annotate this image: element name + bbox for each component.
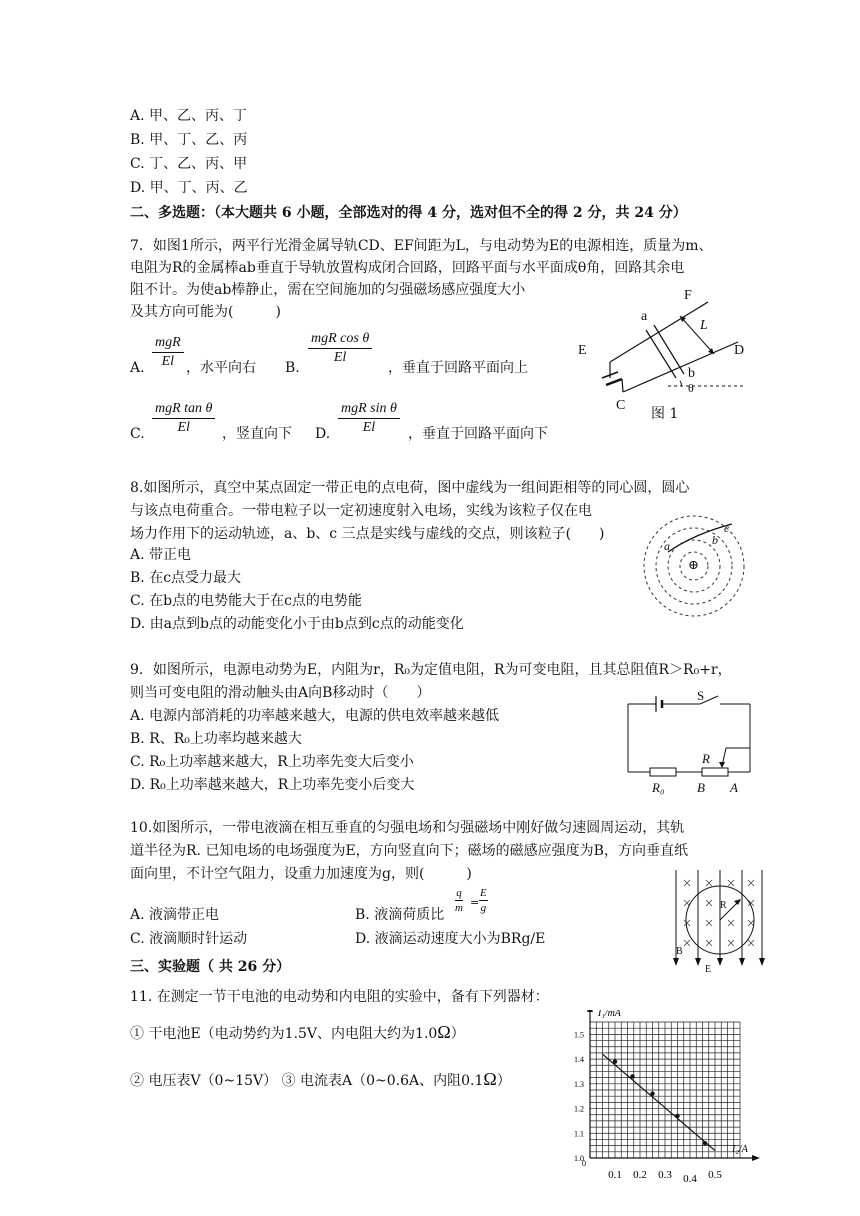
- q10-option-b-equals: =: [470, 896, 480, 909]
- chart-data-point: [613, 1059, 617, 1063]
- q11-item2-unit: Ω: [483, 1069, 497, 1089]
- q10-option-c: C. 液滴顺时针运动: [130, 931, 248, 947]
- q11-chart: [560, 1010, 760, 1210]
- q9-fig-label-r: R: [702, 751, 710, 766]
- q11-item1-text: ① 干电池E（电动势约为1.5V、内电阻大约为1.0: [130, 1026, 438, 1042]
- q9-option-c: C. R₀上功率越来越大，R上功率先变大后变小: [130, 754, 414, 770]
- q7-option-c-label: C.: [130, 426, 145, 442]
- q10-option-b-fraction-right: $\frac{E}{g}$: [480, 887, 487, 914]
- q7-line3: 阻不计。为使ab棒静止，需在空间施加的匀强磁场感应强度大小: [130, 282, 526, 298]
- q10-figure-field: [668, 870, 768, 970]
- q7-fig-label-c: C: [616, 398, 626, 413]
- q9-fig-label-b: B: [697, 780, 705, 795]
- q11-item1-end: ）: [450, 1026, 465, 1042]
- section-2-title: 二、多选题：（本大题共 6 小题，全部选对的得 4 分，选对但不全的得 2 分，共 24 分）: [130, 205, 687, 221]
- chart-x-tick-label: 0.3: [658, 1169, 672, 1181]
- q7-fig-label-e: E: [578, 343, 587, 358]
- chart-x-tick-label: 0.2: [633, 1169, 647, 1181]
- q10-option-a: A. 液滴带正电: [130, 907, 220, 923]
- q8-fig-label-a: a: [664, 539, 670, 553]
- q8-fig-label-b: b: [712, 533, 718, 547]
- q7-fig-label-theta: θ: [688, 381, 694, 395]
- q10-fig-label-r: R: [720, 900, 727, 911]
- q11-item1-unit: Ω: [437, 1022, 451, 1042]
- q8-line3: 场力作用下的运动轨迹，a、b、c 三点是实线与虚线的交点，则该粒子( ): [130, 526, 605, 542]
- q7-option-a-fraction: mgR El: [152, 334, 184, 371]
- q11-item2-text: ② 电压表V（0~15V） ③ 电流表A（0~0.6A、内阻0.1: [130, 1073, 484, 1089]
- q7-line1: 7．如图1所示，两平行光滑金属导轨CD、EF间距为L，与电动势为E的电源相连，质量为m、: [130, 238, 713, 254]
- q8-fig-label-c: c: [724, 521, 730, 535]
- q8-line1: 8.如图所示，真空中某点固定一带正电的点电荷，图中虚线为一组间距相等的同心圆，圆心: [130, 480, 690, 496]
- q7-fig-label-b: b: [688, 366, 695, 381]
- q9-option-b: B. R、R₀上功率均越来越大: [130, 731, 302, 747]
- q7-option-d-fraction: mgR sin θ El: [338, 400, 400, 437]
- q6-option-a: A. 甲、乙、丙、丁: [130, 108, 248, 124]
- q6-option-c: C. 丁、乙、丙、甲: [130, 156, 248, 172]
- chart-y-label: I₁/mA: [598, 1010, 621, 1019]
- q7-fig-label-l: L: [700, 318, 708, 333]
- q7-option-b-text: ，垂直于回路平面向上: [388, 360, 528, 376]
- chart-x-arrow: [752, 1155, 760, 1161]
- chart-data-point: [703, 1141, 707, 1145]
- q9-option-a: A. 电源内部消耗的功率越来越大，电源的供电效率越来越低: [130, 708, 500, 724]
- chart-data-point: [630, 1074, 634, 1078]
- chart-y-tick-label: 1.5: [574, 1030, 584, 1040]
- chart-x-tick-label: 0.1: [608, 1169, 622, 1181]
- q7-fig-label-a: a: [641, 309, 648, 324]
- q7-option-a-text: ，水平向右: [186, 360, 256, 376]
- chart-y-tick-label: 1.1: [574, 1129, 584, 1139]
- chart-y-arrow: [587, 1010, 593, 1012]
- q8-fig-plus: ⊕: [688, 558, 699, 573]
- q9-line2: 则当可变电阻的滑动触头由A向B移动时（ ）: [130, 685, 431, 701]
- q10-line3: 面向里，不计空气阻力，设重力加速度为g，则( ): [130, 866, 472, 882]
- q10-line1: 10.如图所示，一带电液滴在相互垂直的匀强电场和匀强磁场中刚好做匀速圆周运动，其轨: [130, 820, 685, 836]
- chart-x-tick-label: 0.4: [683, 1173, 697, 1185]
- chart-data-point: [650, 1092, 654, 1096]
- q7-option-b-label: B.: [285, 360, 300, 376]
- q11-item1: [130, 1022, 465, 1044]
- q8-option-b: B. 在c点受力最大: [130, 570, 242, 586]
- chart-x-tick-label: 0: [582, 1159, 586, 1168]
- chart-x-label: I₂/A: [732, 1144, 748, 1155]
- q10-line2: 道半径为R. 已知电场的电场强度为E，方向竖直向下；磁场的磁感应强度为B，方向垂直纸: [130, 843, 688, 859]
- chart-y-tick-label: 1.4: [574, 1055, 584, 1065]
- chart-data-point: [675, 1114, 679, 1118]
- chart-x-tick-label: 0.5: [708, 1169, 722, 1181]
- q11-item2: [130, 1069, 511, 1091]
- q7-option-d-label: D.: [315, 426, 331, 442]
- q10-fig-label-e: E: [705, 964, 712, 975]
- q10-option-b: B. 液滴荷质比: [355, 907, 445, 923]
- q6-option-b: B. 甲、丁、乙、丙: [130, 132, 248, 148]
- q11-item2-end: ）: [496, 1073, 511, 1089]
- q7-option-a-label: A.: [130, 360, 145, 376]
- q7-figure-caption: 图 1: [651, 406, 679, 422]
- q7-fig-label-f: F: [684, 288, 692, 303]
- q9-fig-label-r0: R₀: [652, 780, 665, 795]
- q8-option-a: A. 带正电: [130, 547, 192, 563]
- q10-fig-label-b: B: [676, 946, 683, 957]
- q10-option-b-fraction-left: $\frac{q}{m}$: [455, 887, 463, 914]
- chart-y-tick-label: 1.0: [574, 1154, 584, 1163]
- q9-figure-circuit: [622, 692, 758, 784]
- q9-fig-label-a: A: [730, 780, 738, 795]
- q7-line2: 电阻为R的金属棒ab垂直于导轨放置构成闭合回路，回路平面与水平面成θ角，回路其余电: [130, 260, 685, 276]
- q7-line4: 及其方向可能为( ): [130, 304, 281, 320]
- chart-y-tick-label: 1.2: [574, 1104, 584, 1114]
- q7-option-b-fraction: mgR cos θ El: [308, 330, 372, 367]
- q9-option-d: D. R₀上功率越来越大，R上功率先变小后变大: [130, 777, 415, 793]
- chart-y-tick-label: 1.3: [574, 1079, 584, 1089]
- q7-option-c-fraction: mgR tan θ El: [152, 400, 215, 437]
- q7-option-c-text: ，竖直向下: [222, 426, 292, 442]
- q10-option-d: D. 液滴运动速度大小为BRg/E: [355, 931, 546, 947]
- q7-option-d-text: ，垂直于回路平面向下: [408, 426, 548, 442]
- q7-fig-label-d: D: [734, 343, 745, 358]
- q6-option-d: D. 甲、丁、丙、乙: [130, 180, 248, 196]
- q11-line1: 11. 在测定一节干电池的电动势和内电阻的实验中，备有下列器材：: [130, 989, 549, 1005]
- section-3-title: 三、实验题（ 共 26 分）: [130, 959, 291, 975]
- q9-line1: 9．如图所示，电源电动势为E，内阻为r，R₀为定值电阻，R为可变电阻，且其总阻值R＞R₀+r，: [130, 662, 732, 678]
- q8-option-c: C. 在b点的电势能大于在c点的电势能: [130, 593, 362, 609]
- q9-fig-label-s: S: [697, 688, 705, 703]
- q8-option-d: D. 由a点到b点的动能变化小于由b点到c点的动能变化: [130, 616, 464, 632]
- q8-line2: 与该点电荷重合。一带电粒子以一定初速度射入电场，实线为该粒子仅在电: [130, 503, 592, 519]
